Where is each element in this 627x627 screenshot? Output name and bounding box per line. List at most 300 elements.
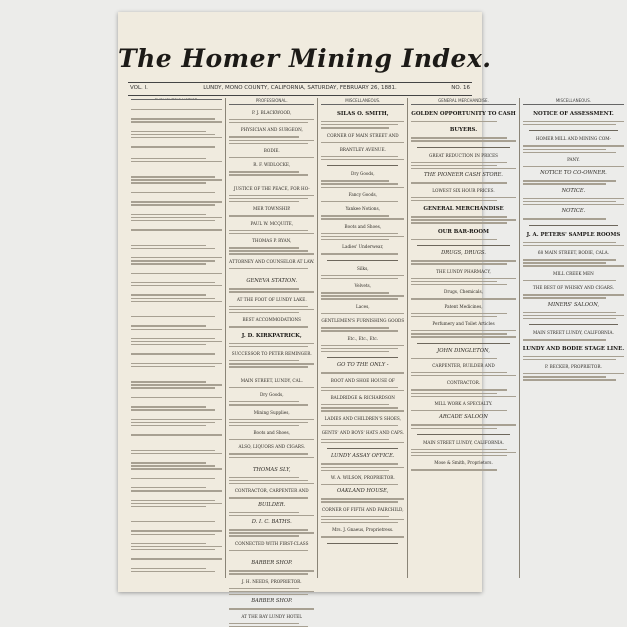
column-heading-text: GENTLEMEN'S FURNISHING GOODS: [321, 318, 405, 324]
divider: [327, 165, 398, 166]
text-line: [229, 291, 314, 292]
text-line: [411, 336, 516, 337]
text-line: [131, 500, 215, 501]
text-line: [523, 379, 616, 380]
text-line: [411, 389, 507, 390]
text-line: [131, 558, 222, 559]
text-line: [411, 165, 497, 166]
body-text-block: [131, 353, 222, 354]
body-text-block: [411, 216, 516, 224]
divider: [327, 357, 398, 358]
text-line: [229, 230, 307, 231]
body-text-block: [229, 136, 314, 144]
issue-number: NO. 16: [451, 85, 470, 91]
column-heading-text: P. J. BLACKWOOD,: [252, 110, 292, 115]
text-line: [229, 171, 299, 172]
body-text-block: [321, 201, 404, 202]
body-text-block: [321, 180, 404, 188]
column-heading-text: CORNER OF FIFTH AND FAIRCHILD,: [322, 506, 404, 512]
text-line: [229, 573, 307, 574]
text-line: [229, 515, 314, 516]
text-line: [131, 298, 215, 299]
text-line: [321, 519, 404, 520]
text-line: [411, 162, 507, 163]
column-heading-text: Silks,: [357, 265, 369, 271]
body-text-block: [229, 171, 314, 175]
body-text-block: [321, 498, 404, 502]
body-text-block: [229, 326, 314, 327]
divider: [529, 324, 618, 325]
column-heading-text: BOOT AND SHOE HOUSE OF: [330, 377, 395, 383]
text-line: [131, 316, 215, 317]
text-line: [131, 344, 206, 345]
text-line: [229, 215, 314, 216]
text-line: [229, 253, 314, 254]
text-line: [229, 497, 307, 498]
text-line: [131, 214, 206, 215]
column-header: [131, 98, 222, 100]
text-line: [411, 313, 507, 314]
column-heading-text: Drugs, Chemicals,: [444, 289, 483, 295]
text-line: [321, 236, 404, 237]
column-5: [520, 98, 627, 578]
text-line: [523, 262, 606, 263]
column-heading-text: THE PIONEER CASH STORE.: [424, 172, 503, 179]
column-heading-text: GENERAL MERCHANDISE: [423, 206, 504, 213]
body-text-block: [411, 298, 516, 299]
column-heading-text: THOMAS P. RYAN,: [252, 238, 292, 244]
text-line: [523, 242, 616, 243]
text-line: [321, 124, 397, 125]
column-heading-text: BRANTLEY AVENUE.: [339, 146, 386, 152]
body-text-block: [131, 146, 222, 147]
text-line: [229, 366, 307, 367]
text-line: [411, 219, 516, 220]
text-line: [131, 478, 215, 479]
column-heading-text: ARCADE SALOON: [439, 414, 488, 421]
text-line: [321, 239, 389, 240]
text-line: [229, 122, 307, 123]
column-heading-text: Velvets,: [354, 283, 372, 289]
column-heading-text: NOTICE.: [561, 208, 586, 215]
body-text-block: [229, 157, 314, 158]
text-line: [229, 309, 314, 310]
divider: [417, 147, 510, 148]
text-line: [321, 327, 389, 328]
body-text-block: [523, 242, 624, 246]
body-text-block: [523, 312, 624, 320]
column-heading-text: BARBER SHOP.: [251, 598, 293, 605]
text-line: [411, 298, 516, 299]
column-heading-text: DRUGS, DRUGS.: [441, 250, 486, 257]
text-line: [131, 546, 222, 547]
text-line: [131, 134, 215, 135]
body-text-block: [321, 404, 404, 412]
text-line: [229, 425, 299, 426]
text-line: [321, 348, 397, 349]
text-line: [131, 182, 206, 183]
text-line: [411, 410, 507, 411]
body-text-block: [131, 176, 222, 184]
column-heading-text: J. D. KIRKPATRICK,: [241, 332, 302, 339]
text-line: [131, 204, 215, 205]
text-line: [523, 198, 624, 199]
text-line: [131, 425, 206, 426]
text-line: [321, 278, 397, 279]
text-line: [131, 257, 222, 258]
text-line: [131, 571, 215, 572]
body-text-block: [523, 280, 624, 281]
body-text-block: [523, 373, 624, 381]
body-text-block: [131, 397, 222, 398]
text-line: [411, 222, 507, 223]
text-line: [229, 457, 314, 458]
text-line: [523, 318, 616, 319]
text-line: [523, 152, 616, 153]
column-heading-text: THOMAS SLY,: [252, 466, 291, 473]
column-heading-text: CARPENTER, BUILDER AND: [432, 363, 495, 369]
text-line: [131, 294, 206, 295]
text-line: [321, 313, 404, 314]
text-line: [321, 275, 404, 276]
text-line: [411, 469, 497, 470]
divider: [417, 245, 510, 246]
column-heading-text: BODIE.: [263, 148, 280, 154]
column-heading-text: P. BECKER, PROPRIETOR.: [545, 364, 602, 370]
body-text-block: [229, 512, 314, 516]
text-line: [131, 176, 215, 177]
text-line: [131, 179, 222, 180]
column-heading-text: Mose & Smith, Proprietors.: [434, 460, 493, 466]
text-line: [131, 131, 206, 132]
column-heading-text: JUSTICE OF THE PEACE, FOR HO-: [233, 185, 310, 191]
text-line: [411, 316, 497, 317]
column-heading-text: MER TOWNSHIP.: [253, 206, 291, 212]
text-line: [131, 229, 222, 230]
text-line: [523, 166, 624, 167]
body-text-block: [131, 381, 222, 389]
column-heading-text: Laces,: [355, 303, 370, 309]
text-line: [321, 425, 397, 426]
text-line: [229, 312, 299, 313]
body-text-block: [229, 401, 314, 405]
text-line: [523, 294, 624, 295]
body-text-block: [411, 410, 516, 411]
text-line: [411, 239, 497, 240]
text-line: [523, 339, 606, 340]
body-text-block: [131, 192, 222, 193]
body-text-block: [229, 195, 314, 203]
text-line: [131, 245, 206, 246]
text-line: [229, 268, 307, 269]
body-text-block: [411, 239, 516, 240]
text-line: [131, 146, 215, 147]
text-line: [131, 419, 222, 420]
body-text-block: [411, 121, 516, 122]
body-text-block: [411, 330, 516, 338]
text-line: [131, 506, 206, 507]
body-text-block: [321, 387, 404, 391]
text-line: [131, 109, 222, 110]
text-line: [411, 372, 507, 373]
text-line: [321, 330, 397, 331]
body-text-block: [411, 260, 516, 264]
column-heading-text: NOTICE.: [561, 187, 586, 194]
text-line: [411, 278, 516, 279]
text-line: [523, 265, 624, 266]
body-text-block: [411, 449, 516, 457]
text-line: [321, 156, 397, 157]
text-line: [229, 346, 307, 347]
body-text-block: [131, 500, 222, 508]
body-text-block: [131, 325, 222, 329]
text-line: [523, 356, 624, 357]
text-line: [229, 157, 314, 158]
text-line: [411, 260, 516, 261]
text-line: [523, 201, 616, 202]
text-line: [523, 121, 624, 122]
text-line: [321, 295, 404, 296]
text-line: [131, 503, 222, 504]
text-line: [321, 387, 397, 388]
body-text-block: [523, 198, 624, 206]
text-line: [321, 484, 397, 485]
text-line: [321, 470, 389, 471]
column-heading-text: Mining Supplies,: [253, 409, 290, 415]
body-text-block: [411, 469, 516, 470]
text-line: [321, 407, 397, 408]
text-line: [131, 422, 215, 423]
body-text-block: [229, 529, 314, 537]
text-line: [523, 145, 624, 146]
text-line: [523, 359, 616, 360]
body-text-block: [131, 363, 222, 367]
column-heading-text: Perfumery and Toilet Articles: [432, 321, 495, 327]
body-text-block: [321, 233, 404, 241]
volume-number: VOL. I.: [130, 85, 148, 91]
text-line: [131, 161, 222, 162]
text-line: [131, 530, 222, 531]
column-heading-text: Patent Medicines,: [444, 303, 483, 309]
text-line: [321, 351, 389, 352]
text-line: [321, 187, 404, 188]
text-line: [321, 439, 389, 440]
body-text-block: [131, 530, 222, 534]
text-line: [229, 143, 307, 144]
text-line: [131, 273, 222, 274]
column-heading-text: HOMER MILL AND MINING COM-: [535, 136, 611, 142]
body-text-block: [523, 339, 624, 340]
column-heading-text: BUYERS.: [449, 127, 478, 134]
divider: [417, 343, 510, 344]
text-line: [411, 396, 516, 397]
body-text-block: [321, 142, 404, 143]
column-heading-text: GREAT REDUCTION IN PRICES: [428, 152, 499, 158]
body-text-block: [229, 453, 314, 457]
body-text-block: [131, 245, 222, 249]
text-line: [411, 284, 507, 285]
text-line: [131, 220, 215, 221]
text-line: [229, 306, 307, 307]
text-line: [131, 282, 215, 283]
text-line: [321, 404, 389, 405]
text-line: [229, 608, 314, 609]
text-line: [131, 549, 215, 550]
text-line: [321, 233, 397, 234]
text-line: [131, 301, 222, 302]
text-line: [411, 121, 497, 122]
column-4: [408, 98, 520, 578]
text-line: [321, 127, 389, 128]
text-line: [321, 372, 404, 373]
text-line: [229, 422, 307, 423]
body-text-block: [411, 313, 516, 317]
column-heading-text: ATTORNEY AND COUNSELOR AT LAW.: [229, 258, 315, 264]
body-text-block: [523, 218, 624, 219]
column-heading-text: BUILDER.: [258, 501, 286, 508]
body-text-block: [411, 197, 516, 201]
text-line: [131, 217, 222, 218]
text-line: [321, 180, 389, 181]
text-line: [321, 390, 404, 391]
divider: [327, 448, 398, 449]
body-text-block: [131, 406, 222, 410]
text-line: [411, 424, 516, 425]
text-line: [229, 343, 314, 344]
body-text-block: [131, 338, 222, 346]
divider: [417, 434, 510, 435]
body-text-block: [229, 119, 314, 123]
text-line: [131, 353, 215, 354]
text-line: [131, 490, 222, 491]
column-heading-text: MILL CREEK MEN: [553, 270, 594, 276]
column-heading-text: BALDRIDGE & RICHARDSON: [330, 395, 395, 401]
text-line: [411, 455, 507, 456]
body-text-block: [131, 419, 222, 427]
body-text-block: [229, 268, 314, 269]
text-line: [321, 218, 404, 219]
text-line: [321, 201, 397, 202]
column-heading-text: Boots and Shoes,: [253, 430, 291, 436]
body-text-block: [411, 389, 516, 397]
text-line: [321, 536, 404, 537]
column-header: PROFESSIONAL.: [229, 98, 314, 105]
body-text-block: [229, 550, 314, 551]
body-text-block: [523, 259, 624, 267]
text-line: [229, 201, 299, 202]
body-text-block: [321, 439, 404, 443]
text-line: [229, 512, 299, 513]
text-line: [131, 363, 222, 364]
column-heading-text: CONTRACTOR, CARPENTER AND: [234, 488, 309, 494]
column-heading-text: GOLDEN OPPORTUNITY TO CASH: [411, 111, 516, 117]
column-heading-text: GO TO THE ONLY -: [337, 362, 389, 369]
text-line: [131, 263, 206, 264]
column-heading-text: J. A. PETERS' SAMPLE ROOMS: [526, 231, 621, 238]
column-header: MISCELLANEOUS.: [321, 98, 404, 105]
body-text-block: [411, 137, 516, 141]
column-heading-text: MAIN STREET LUNDY, CALIFORNIA.: [533, 330, 614, 336]
text-line: [229, 174, 307, 175]
divider: [529, 225, 618, 226]
column-heading-text: MAIN STREET, LUNDY, CAL.: [240, 377, 303, 383]
text-line: [321, 298, 397, 299]
column-2: [226, 98, 318, 619]
column-1: [128, 98, 226, 578]
body-text-block: [523, 166, 624, 167]
column-header: GENERAL MERCHANDISE.: [411, 98, 516, 105]
text-line: [229, 233, 314, 234]
text-line: [131, 158, 206, 159]
column-heading-text: Fancy Goods,: [348, 191, 377, 197]
text-line: [131, 397, 222, 398]
text-line: [523, 259, 616, 260]
column-heading-text: GENEVA STATION.: [246, 278, 298, 285]
text-line: [411, 137, 507, 138]
dateline-text: LUNDY, MONO COUNTY, CALIFORNIA, SATURDAY, FEBRUARY 26, 1881.: [203, 85, 397, 91]
text-line: [131, 468, 222, 469]
text-line: [131, 568, 206, 569]
text-line: [229, 119, 314, 120]
body-text-block: [523, 356, 624, 360]
text-line: [411, 428, 497, 429]
text-line: [411, 140, 516, 141]
body-text-block: [229, 360, 314, 368]
column-heading-text: Etc., Etc., Etc.: [347, 335, 379, 341]
text-line: [229, 535, 299, 536]
column-heading-text: PANY.: [567, 157, 580, 163]
divider: [327, 260, 398, 261]
body-text-block: [321, 484, 404, 485]
body-text-block: [229, 288, 314, 292]
body-text-block: [131, 214, 222, 222]
text-line: [131, 325, 206, 326]
text-line: [131, 118, 215, 119]
body-text-block: [229, 570, 314, 574]
column-heading-text: Ladies' Underwear,: [342, 244, 384, 250]
body-text-block: [131, 131, 222, 139]
text-line: [321, 345, 404, 346]
body-text-block: [131, 257, 222, 265]
column-heading-text: NOTICE OF ASSESSMENT.: [533, 111, 614, 117]
column-heading-text: 68 MAIN STREET, BODIE, CALA.: [537, 250, 609, 256]
text-line: [131, 409, 215, 410]
text-line: [411, 197, 516, 198]
body-text-block: [229, 608, 314, 609]
body-text-block: [229, 230, 314, 234]
text-line: [523, 183, 606, 184]
body-text-block: [229, 623, 314, 627]
text-line: [321, 142, 404, 143]
body-text-block: [229, 419, 314, 427]
text-line: [131, 192, 215, 193]
body-text-block: [321, 327, 404, 331]
text-line: [229, 588, 299, 589]
text-line: [321, 159, 404, 160]
text-line: [131, 450, 215, 451]
text-line: [131, 543, 206, 544]
body-text-block: [131, 543, 222, 551]
text-line: [411, 358, 497, 359]
body-text-block: [321, 253, 404, 254]
text-line: [523, 218, 606, 219]
text-line: [411, 452, 516, 453]
body-text-block: [131, 273, 222, 274]
body-text-block: [523, 121, 624, 125]
column-heading-text: JOHN DINGLETON,: [437, 347, 490, 354]
column-heading-text: GENTS' AND BOYS' HATS AND CAPS.: [321, 429, 404, 435]
text-line: [131, 462, 206, 463]
